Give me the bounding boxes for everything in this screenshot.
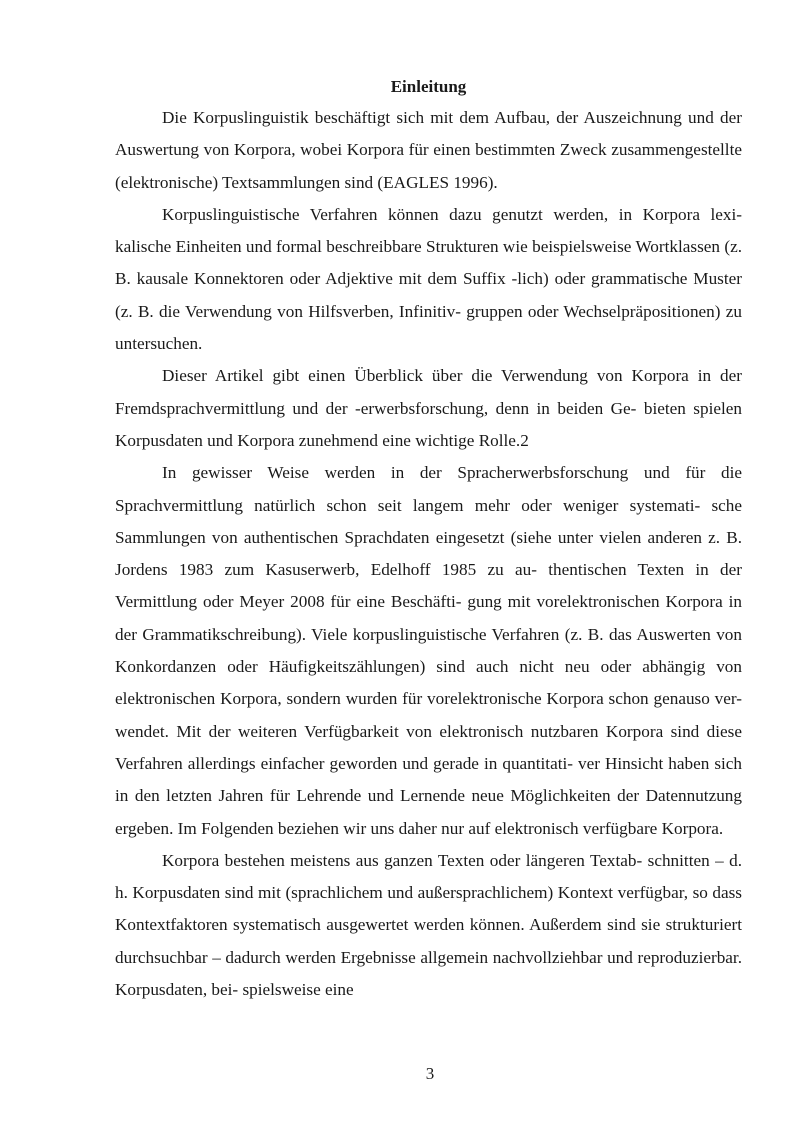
- paragraph: Korpora bestehen meistens aus ganzen Texten oder längeren Textab- schnitten – d. h. Korpusdaten sind mit (sprachlichem und außersprachlichem) Kontext verfügbar, so dass Kontextfaktoren systematisch ausgewertet werden können. Außerdem sind sie strukturiert durchsuchbar – dadurch werden Ergebnisse allgemein nachvollziehbar und reproduzierbar. Korpusdaten, bei- spielsweise eine: [115, 850, 742, 1000]
- paragraph: Die Korpuslinguistik beschäftigt sich mit dem Aufbau, der Auszeichnung und der Auswertung von Korpora, wobei Korpora für einen bestimmten Zweck zusammengestellte (elektronische) Textsammlungen sind (EAGLES 1996).: [115, 108, 742, 192]
- body-text: [115, 102, 742, 1006]
- section-heading: Einleitung: [390, 77, 467, 96]
- paragraph: Dieser Artikel gibt einen Überblick über die Verwendung von Korpora in der Fremdsprachvermittlung und der -erwerbsforschung, denn in beiden Ge- bieten spielen Korpusdaten und Korpora zunehmend eine wichtige Rolle.2: [115, 366, 742, 450]
- paragraph: Korpuslinguistische Verfahren können dazu genutzt werden, in Korpora lexi- kalische Einheiten und formal beschreibbare Strukturen wie beispielsweise Wortklassen (z. B. kausale Konnektoren oder Adjektive mit dem Suffix -lich) oder grammatische Muster (z. B. die Verwendung von Hilfsverben, Infinitiv- gruppen oder Wechselpräpositionen) zu untersuchen.: [115, 204, 742, 354]
- paragraph: In gewisser Weise werden in der Spracherwerbsforschung und für die Sprachvermittlung natürlich schon seit langem mehr oder weniger systemati- sche Sammlungen von authentischen Sprachdaten eingesetzt (siehe unter vielen anderen z. B. Jordens 1983 zum Kasuserwerb, Edelhoff 1985 zu au- thentischen Texten in der Vermittlung oder Meyer 2008 für eine Beschäfti- gung mit vorelektronischen Korpora in der Grammatikschreibung). Viele korpuslinguistische Verfahren (z. B. das Auswerten von Konkordanzen oder Häufigkeitszählungen) sind auch nicht neu oder abhängig von elektronischen Korpora, sondern wurden für vorelektronische Korpora schon genauso ver- wendet. Mit der weiteren Verfügbarkeit von elektronisch nutzbaren Korpora sind diese Verfahren allerdings einfacher geworden und gerade in quantitati- ver Hinsicht haben sich in den letzten Jahren für Lehrende und Lernende neue Möglichkeiten der Datennutzung ergeben. Im Folgenden beziehen wir uns daher nur auf elektronisch verfügbare Korpora.: [115, 463, 742, 838]
- page-number: 3: [425, 1064, 435, 1083]
